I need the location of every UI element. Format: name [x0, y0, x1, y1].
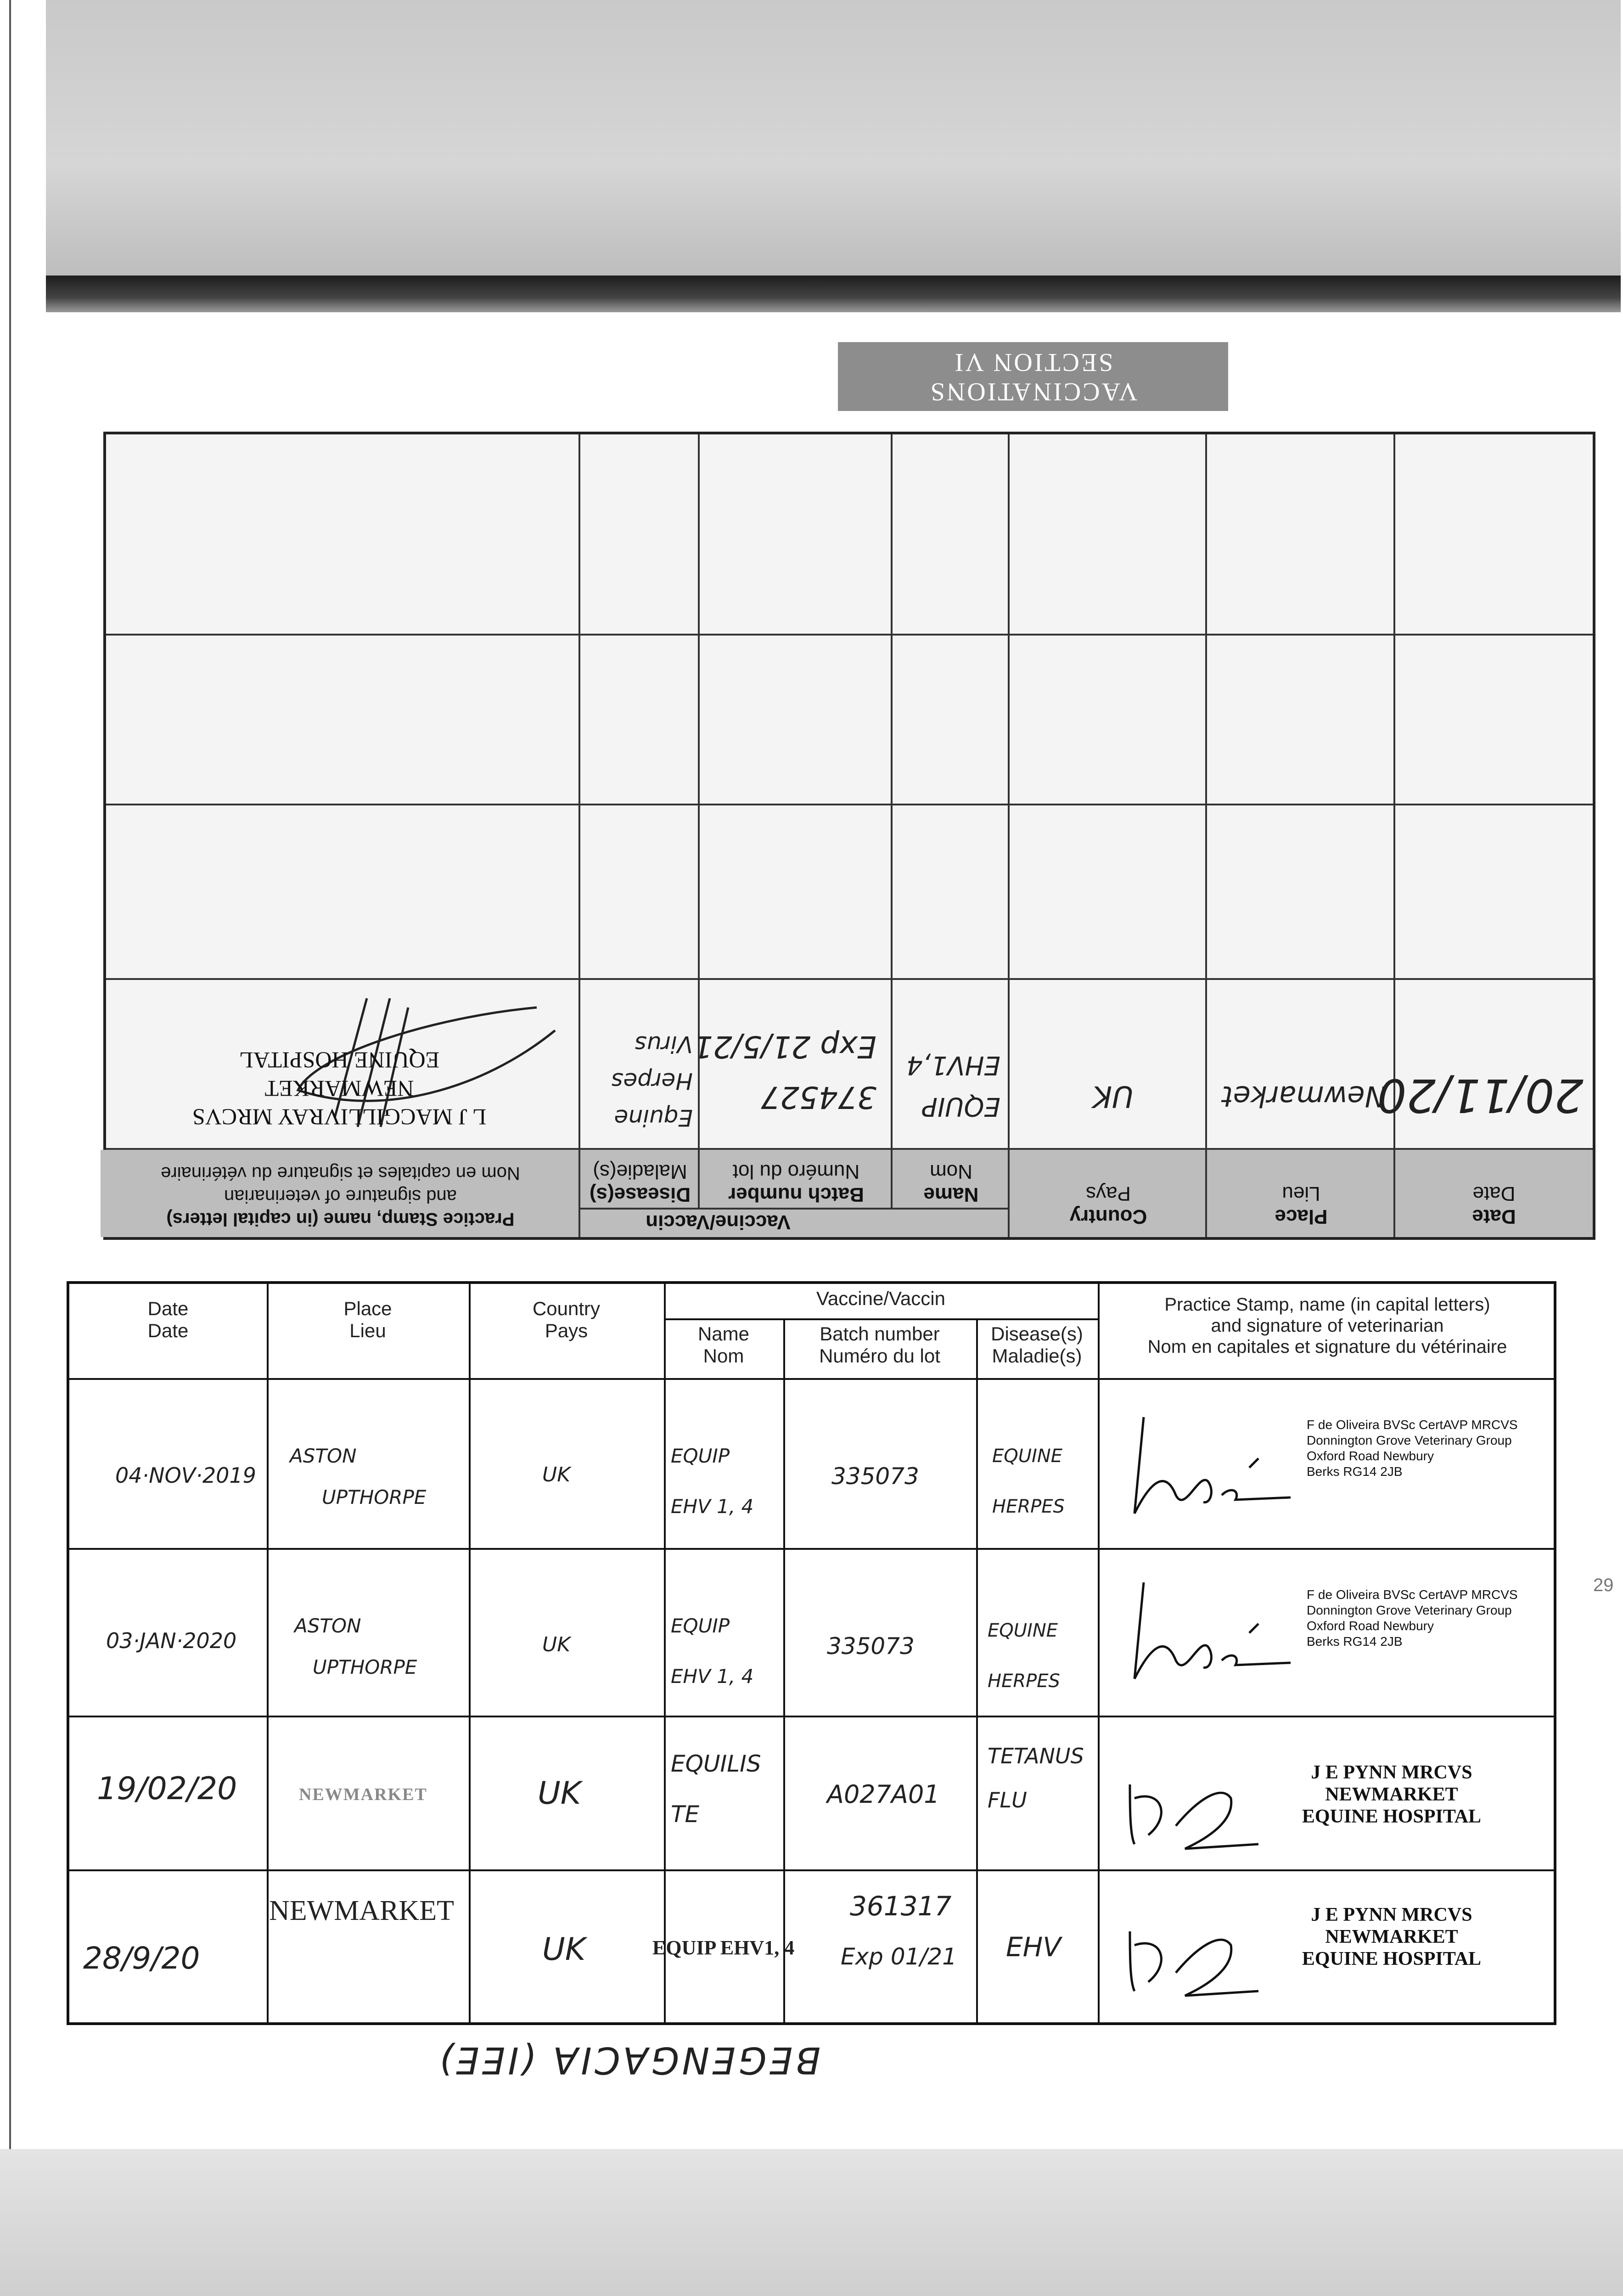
row3-stamp: J E PYNN MRCVS NEWMARKET EQUINE HOSPITAL — [1302, 1762, 1482, 1827]
header-name: Name Nom — [697, 1323, 750, 1367]
row4-batch: 361317 Exp 01/21 — [841, 1891, 957, 1970]
row2-signature — [1116, 1569, 1309, 1688]
row1-place: ASTON UPTHORPE — [290, 1445, 427, 1508]
grid-line — [976, 1318, 978, 2022]
row3-batch: A027A01 — [827, 1780, 940, 1809]
header-disease: Disease(s) Maladie(s) — [580, 1150, 700, 1210]
grid-line — [664, 1284, 666, 2022]
section-tab — [838, 342, 1228, 411]
header-vaccine-group: Vaccine/Vaccin — [427, 1210, 1010, 1237]
row2-disease: EQUINE HERPES — [988, 1620, 1060, 1692]
page-edge-line — [9, 0, 11, 2296]
grid-line — [469, 1284, 471, 2022]
grid-line — [106, 1148, 1593, 1150]
binding-shadow — [46, 276, 1621, 312]
row2-name: EQUIP EHV 1, 4 — [671, 1615, 754, 1688]
grid-line — [106, 634, 1593, 636]
row3-country: UK — [538, 1775, 581, 1812]
grid-line — [267, 1284, 269, 2022]
row1-batch: 335073 — [831, 1463, 919, 1490]
row4-stamp: J E PYNN MRCVS NEWMARKET EQUINE HOSPITAL — [1302, 1904, 1482, 1970]
grid-line — [69, 1869, 1554, 1871]
grid-line — [664, 1318, 1098, 1320]
grid-line — [580, 1208, 1010, 1210]
upper-row-batch: 374527 Exp 21/5/21 — [693, 1029, 876, 1115]
section-title: VACCINATIONS — [928, 377, 1138, 406]
row4-country: UK — [542, 1931, 586, 1968]
row3-date: 19/02/20 — [97, 1771, 237, 1807]
upper-row-date: 20/11/20 — [1377, 1069, 1584, 1122]
row1-disease: EQUINE HERPES — [992, 1446, 1065, 1517]
upper-row-country: UK — [1093, 1079, 1134, 1113]
grid-line — [106, 804, 1593, 805]
header-place: Place Lieu — [1207, 1150, 1395, 1237]
grid-line — [69, 1378, 1554, 1380]
row3-disease: TETANUS FLU — [988, 1744, 1084, 1812]
grid-line — [69, 1716, 1554, 1717]
row2-country: UK — [542, 1633, 571, 1656]
grid-line — [1008, 434, 1010, 1237]
header-stamp: Practice Stamp, name (in capital letters) and signature of veterinarian Nom en capitales et signature du vétérinaire — [101, 1150, 580, 1237]
upper-row-stamp: L J MACGILLIVRAY MRCVS NEWMARKET EQUINE HOSPITAL — [192, 1047, 487, 1130]
header-country: Country Pays — [532, 1298, 601, 1341]
row4-date: 28/9/20 — [83, 1941, 200, 1976]
grid-line — [783, 1318, 785, 2022]
grid-line — [69, 1548, 1554, 1550]
row2-stamp: F de Oliveira BVSc CertAVP MRCVS Donnington Grove Veterinary Group Oxford Road Newbury Berks RG14 2JB — [1307, 1587, 1518, 1649]
header-stamp: Practice Stamp, name (in capital letters) and signature of veterinarian Nom en capitales et signature du vétérinaire — [1147, 1294, 1507, 1357]
section-subtitle: SECTION VI — [953, 348, 1113, 377]
row3-place-stamp: NEWMARKET — [299, 1785, 427, 1804]
row1-date: 04·NOV·2019 — [115, 1463, 256, 1488]
header-disease: Disease(s) Maladie(s) — [991, 1323, 1083, 1367]
upper-row-disease: Equine Herpes Virus — [611, 1031, 693, 1131]
grid-line — [578, 434, 580, 1237]
scan-shadow-bottom — [0, 2149, 1623, 2296]
lower-vaccination-table — [67, 1281, 1556, 2025]
header-batch: Batch number Numéro du lot — [700, 1150, 893, 1210]
row4-disease: EHV — [1006, 1931, 1061, 1963]
grid-line — [1205, 434, 1207, 1237]
row2-batch: 335073 — [827, 1633, 915, 1660]
header-batch: Batch number Numéro du lot — [819, 1323, 940, 1367]
upper-table-grid — [103, 432, 1595, 1240]
handwritten-note-upside-down: BEGENGACIA (IEE) — [436, 2039, 821, 2082]
row1-stamp: F de Oliveira BVSc CertAVP MRCVS Donnington Grove Veterinary Group Oxford Road Newbury Berks RG14 2JB — [1307, 1418, 1518, 1479]
upper-row-place: Newmarket — [1222, 1080, 1386, 1113]
upper-row-name: EQUIP EHV1,4 — [906, 1050, 1000, 1121]
header-vaccine-group: Vaccine/Vaccin — [816, 1288, 945, 1309]
upper-vaccination-table — [103, 321, 1595, 1240]
row1-name: EQUIP EHV 1, 4 — [671, 1445, 754, 1518]
row2-place: ASTON UPTHORPE — [294, 1615, 417, 1678]
header-country: Country Pays — [1010, 1150, 1207, 1237]
row2-date: 03·JAN·2020 — [106, 1628, 237, 1653]
row1-signature — [1116, 1403, 1309, 1523]
row4-name: EQUIP EHV1, 4 — [652, 1936, 795, 1959]
header-place: Place Lieu — [343, 1298, 392, 1341]
grid-line — [891, 434, 893, 1210]
grid-line — [1098, 1284, 1100, 2022]
row3-name: EQUILIS TE — [671, 1750, 761, 1828]
scan-shadow-top — [46, 0, 1621, 276]
grid-line — [106, 978, 1593, 980]
header-name: Name Nom — [893, 1150, 1010, 1210]
header-date: Date Date — [147, 1298, 189, 1341]
header-date: Date Date — [1395, 1150, 1593, 1237]
page-number: 29 — [1593, 1575, 1614, 1595]
row4-place: NEWMARKET — [269, 1895, 454, 1926]
row1-country: UK — [542, 1463, 571, 1486]
